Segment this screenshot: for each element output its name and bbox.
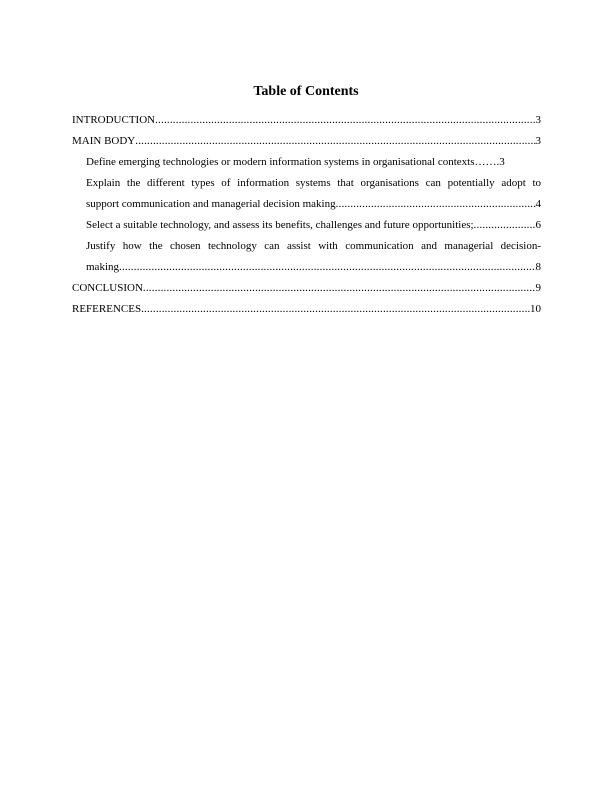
toc-page-number: 4: [535, 198, 541, 210]
dot-leader: [474, 218, 536, 233]
toc-page-number: 9: [535, 282, 541, 294]
dot-leader: [141, 302, 530, 317]
dot-leader: [143, 281, 536, 296]
toc-entry-conclusion[interactable]: [72, 281, 541, 302]
toc-entry-label: support communication and managerial decision making: [86, 198, 336, 210]
toc-entry-label: Define emerging technologies or modern information systems in organisational contexts…….: [86, 156, 500, 168]
toc-entry-main-body[interactable]: [72, 134, 541, 155]
toc-page-number: 10: [530, 303, 541, 315]
dot-leader: [119, 260, 536, 275]
toc-entry-select-technology[interactable]: [72, 218, 541, 239]
toc-entry-justify-technology[interactable]: [72, 239, 541, 281]
toc-entry-label: making: [86, 261, 119, 273]
toc-entry-explain-information-systems[interactable]: [72, 176, 541, 218]
dot-leader: [135, 134, 535, 149]
dot-leader: [336, 197, 536, 212]
toc-entry-label: MAIN BODY: [72, 135, 136, 147]
toc-page-number: 8: [535, 261, 541, 273]
toc-page-number: 3: [535, 135, 541, 147]
toc-entry-label: Select a suitable technology, and assess its benefits, challenges and future opportunities;: [86, 219, 474, 231]
toc-entry-label: CONCLUSION: [72, 282, 143, 294]
toc-page-number: 3: [499, 156, 505, 168]
toc-title: Table of Contents: [253, 84, 359, 99]
toc-page-number: 6: [535, 219, 541, 231]
toc-page-number: 3: [535, 114, 541, 126]
toc-entry-label: REFERENCES: [72, 303, 142, 315]
toc-entry-define-emerging-technologies[interactable]: [72, 155, 541, 176]
toc-entry-introduction[interactable]: [72, 113, 541, 134]
toc-entry-references[interactable]: [72, 302, 541, 323]
toc-entry-label-line1: Explain the different types of information systems that organisations can potentially adopt to: [86, 177, 541, 189]
toc-entry-label-line1: Justify how the chosen technology can assist with communication and managerial decision-: [86, 240, 541, 252]
table-of-contents: [72, 113, 541, 323]
toc-entry-label: INTRODUCTION: [72, 114, 156, 126]
dot-leader: [155, 113, 535, 128]
